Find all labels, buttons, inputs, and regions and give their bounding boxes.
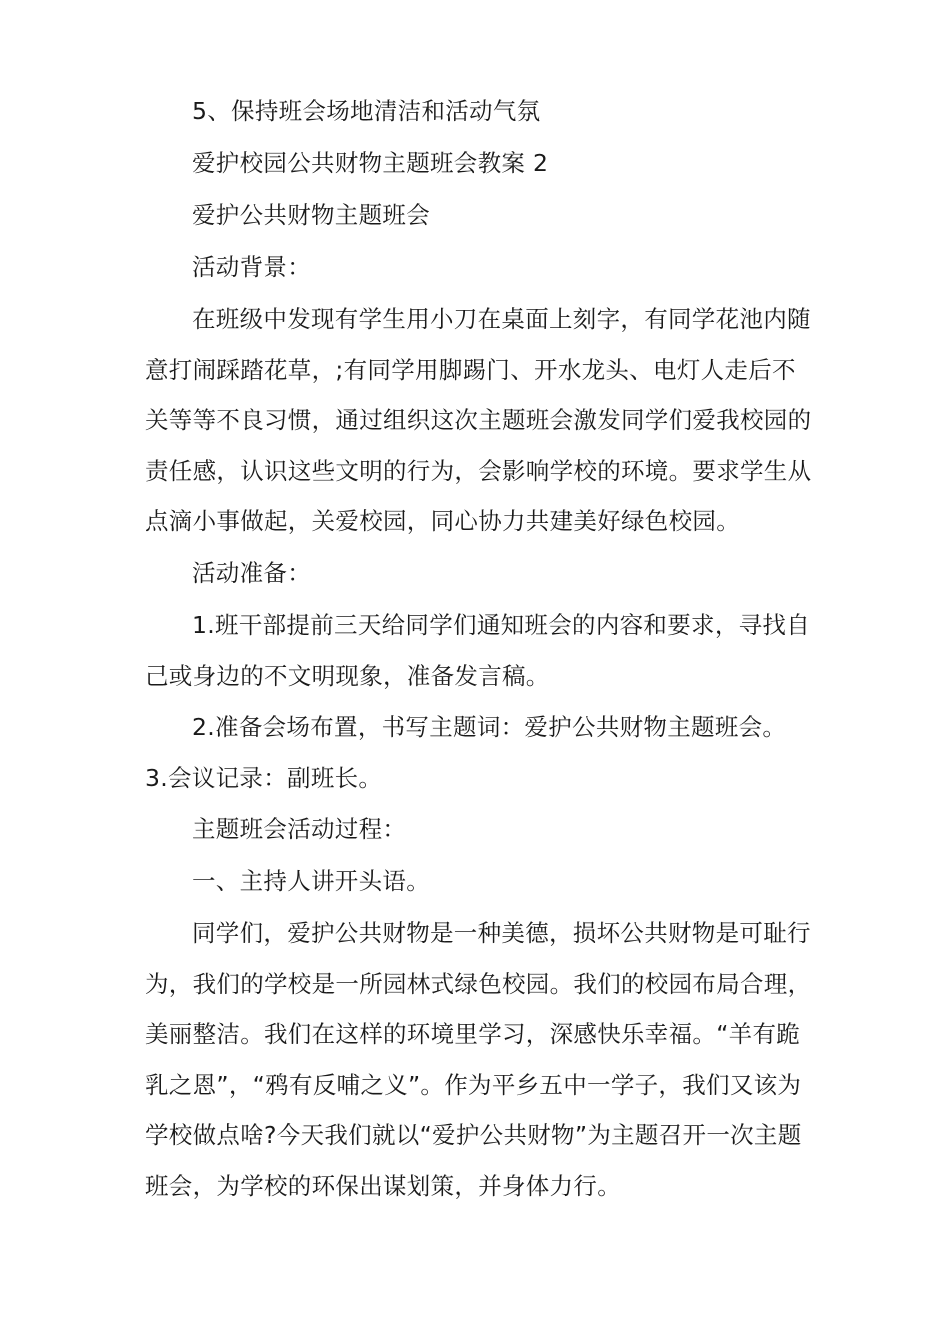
paragraph-title-lesson-plan-2: 爱护校园公共财物主题班会教案 2 bbox=[192, 149, 549, 177]
heading-host-opening: 一、主持人讲开头语。 bbox=[192, 867, 430, 895]
paragraph-preparation-1: 1.班干部提前三天给同学们通知班会的内容和要求，寻找自己或身边的不文明现象，准备发言稿。 bbox=[145, 611, 811, 690]
heading-process: 主题班会活动过程： bbox=[192, 815, 407, 843]
heading-background: 活动背景： bbox=[192, 253, 311, 281]
paragraph-host-speech: 同学们，爱护公共财物是一种美德，损坏公共财物是可耻行为，我们的学校是一所园林式绿色校园。我们的校园布局合理，美丽整洁。我们在这样的环境里学习，深感快乐幸福。“羊有跪乳之恩”，“鸦有反哺之义”。作为平乡五中一学子，我们又该为学校做点啥?今天我们就以“爱护公共财物”为主题召开一次主题班会，为学校的环保出谋划策，并身体力行。 bbox=[145, 919, 812, 1200]
paragraph-preparation-2: 2.准备会场布置，书写主题词：爱护公共财物主题班会。 3.会议记录：副班长。 bbox=[145, 713, 787, 792]
paragraph-background: 在班级中发现有学生用小刀在桌面上刻字，有同学花池内随意打闹踩踏花草，;有同学用脚踢门、开水龙头、电灯人走后不关等等不良习惯，通过组织这次主题班会激发同学们爱我校园的责任感，认识这些文明的行为，会影响学校的环境。要求学生从点滴小事做起，关爱校园，同心协力共建美好绿色校园。 bbox=[145, 305, 812, 535]
heading-preparation: 活动准备： bbox=[192, 559, 311, 587]
paragraph-item-5: 5、保持班会场地清洁和活动气氛 bbox=[192, 97, 541, 125]
paragraph-subtitle: 爱护公共财物主题班会 bbox=[192, 201, 430, 229]
